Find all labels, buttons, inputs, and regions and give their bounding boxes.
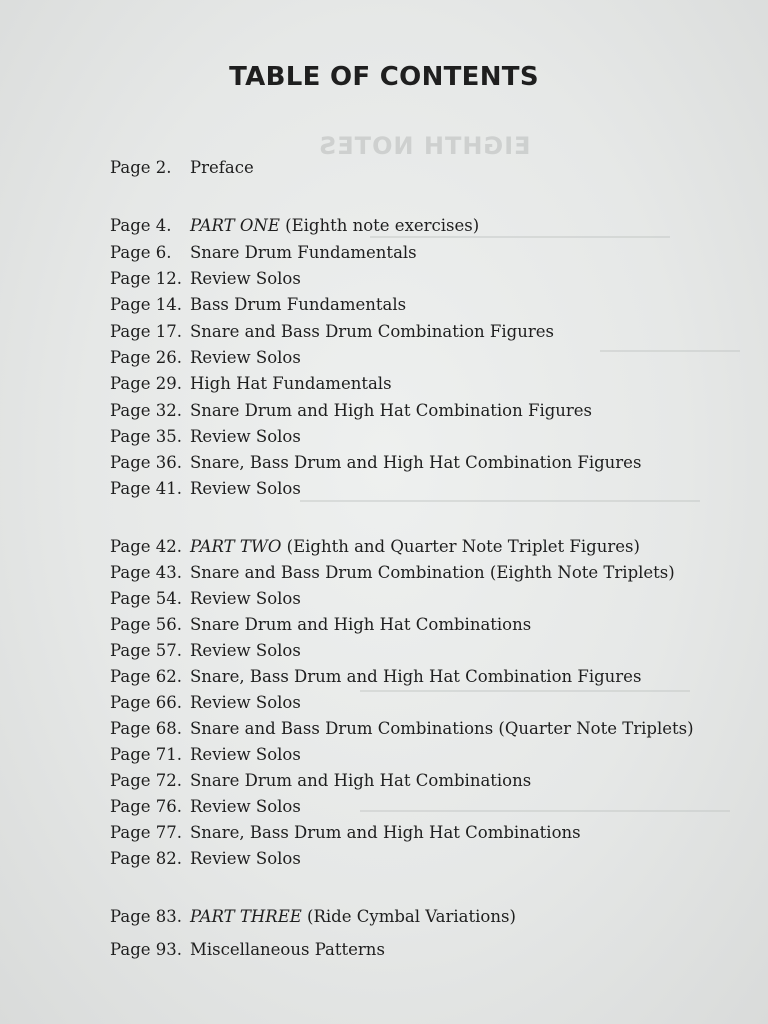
toc-page-number: Page 32. xyxy=(110,401,183,420)
toc-entry-title: Snare Drum Fundamentals xyxy=(190,243,417,262)
toc-entry-title: Snare Drum and High Hat Combination Figures xyxy=(190,401,593,420)
toc-entry-title: Review Solos xyxy=(190,269,301,288)
toc-entry-title: Review Solos xyxy=(190,589,301,608)
toc-entry-title: Snare, Bass Drum and High Hat Combination Figures xyxy=(190,453,642,472)
toc-page-number: Page 71. xyxy=(110,745,183,764)
toc-entry xyxy=(110,849,301,868)
toc-entry-title: Review Solos xyxy=(190,693,301,712)
toc-entry xyxy=(110,453,641,472)
toc-entry-title: (Eighth and Quarter Note Triplet Figures) xyxy=(281,537,640,556)
toc-entry xyxy=(110,797,301,816)
toc-entry xyxy=(110,537,640,556)
toc-page-number: Page 43. xyxy=(110,563,183,582)
toc-page-number: Page 41. xyxy=(110,479,183,498)
toc-page-number: Page 82. xyxy=(110,849,183,868)
toc-page-number: Page 42. xyxy=(110,537,183,556)
toc-page-number: Page 68. xyxy=(110,719,183,738)
toc-entry xyxy=(110,907,516,926)
toc-entry-title: (Ride Cymbal Variations) xyxy=(301,907,516,926)
toc-entry xyxy=(110,940,385,959)
toc-entry-title: Snare and Bass Drum Combinations (Quarter Note Triplets) xyxy=(190,719,694,738)
toc-entry-title: (Eighth note exercises) xyxy=(279,216,480,235)
toc-entry-title: Review Solos xyxy=(190,479,301,498)
toc-page-number: Page 29. xyxy=(110,374,183,393)
show-through-line xyxy=(360,690,690,692)
toc-entry xyxy=(110,615,531,634)
toc-entry-title: Bass Drum Fundamentals xyxy=(190,295,407,314)
page-title: TABLE OF CONTENTS xyxy=(229,62,539,92)
toc-page-number: Page 77. xyxy=(110,823,183,842)
toc-page-number: Page 36. xyxy=(110,453,183,472)
toc-entry xyxy=(110,158,254,177)
toc-page-number: Page 26. xyxy=(110,348,183,367)
toc-page-number: Page 2. xyxy=(110,158,172,177)
toc-entry-title: Miscellaneous Patterns xyxy=(190,940,385,959)
toc-entry-title: Snare and Bass Drum Combination (Eighth Note Triplets) xyxy=(190,563,675,582)
toc-entry xyxy=(110,719,694,738)
toc-entry xyxy=(110,479,301,498)
toc-page-number: Page 14. xyxy=(110,295,183,314)
toc-page-number: Page 76. xyxy=(110,797,183,816)
toc-entry xyxy=(110,823,581,842)
toc-entry-title: Snare and Bass Drum Combination Figures xyxy=(190,322,554,341)
toc-page-number: Page 62. xyxy=(110,667,183,686)
show-through-line xyxy=(370,236,670,238)
toc-page-number: Page 66. xyxy=(110,693,183,712)
toc-entry-title: Review Solos xyxy=(190,348,301,367)
toc-entry-title: Review Solos xyxy=(190,745,301,764)
toc-entry xyxy=(110,693,301,712)
toc-entry xyxy=(110,641,301,660)
toc-entry xyxy=(110,745,301,764)
toc-part-heading: PART THREE xyxy=(190,907,302,926)
toc-part-heading: PART TWO xyxy=(190,537,282,556)
toc-entry-title: Review Solos xyxy=(190,849,301,868)
toc-entry xyxy=(110,771,531,790)
toc-page-number: Page 17. xyxy=(110,322,183,341)
toc-entry xyxy=(110,216,479,235)
toc-entry-title: Snare, Bass Drum and High Hat Combination Figures xyxy=(190,667,642,686)
toc-entry xyxy=(110,322,554,341)
toc-entry xyxy=(110,667,641,686)
toc-entry-title: Preface xyxy=(190,158,254,177)
toc-entry-title: Snare Drum and High Hat Combinations xyxy=(190,771,532,790)
toc-entry xyxy=(110,243,417,262)
toc-page-number: Page 54. xyxy=(110,589,183,608)
show-through-line xyxy=(300,500,700,502)
toc-page-number: Page 57. xyxy=(110,641,183,660)
toc-page-number: Page 12. xyxy=(110,269,183,288)
toc-page-number: Page 83. xyxy=(110,907,183,926)
toc-entry xyxy=(110,589,301,608)
show-through-line xyxy=(600,350,740,352)
show-through-line xyxy=(360,810,730,812)
toc-entry-title: Snare, Bass Drum and High Hat Combinations xyxy=(190,823,581,842)
toc-page-number: Page 72. xyxy=(110,771,183,790)
toc-entry-title: High Hat Fundamentals xyxy=(190,374,392,393)
toc-page-number: Page 4. xyxy=(110,216,172,235)
toc-entry xyxy=(110,295,406,314)
toc-entry-title: Review Solos xyxy=(190,641,301,660)
toc-entry-title: Snare Drum and High Hat Combinations xyxy=(190,615,532,634)
toc-entry-title: Review Solos xyxy=(190,427,301,446)
toc-entry xyxy=(110,374,392,393)
show-through-text: EIGHTH NOTES xyxy=(318,132,531,160)
toc-page-number: Page 56. xyxy=(110,615,183,634)
toc-entry-title: Review Solos xyxy=(190,797,301,816)
toc-entry xyxy=(110,427,301,446)
toc-page-number: Page 6. xyxy=(110,243,172,262)
toc-part-heading: PART ONE xyxy=(190,216,280,235)
toc-entry xyxy=(110,401,592,420)
toc-entry xyxy=(110,563,675,582)
toc-page-number: Page 93. xyxy=(110,940,183,959)
toc-entry xyxy=(110,269,301,288)
toc-entry xyxy=(110,348,301,367)
toc-page-number: Page 35. xyxy=(110,427,183,446)
